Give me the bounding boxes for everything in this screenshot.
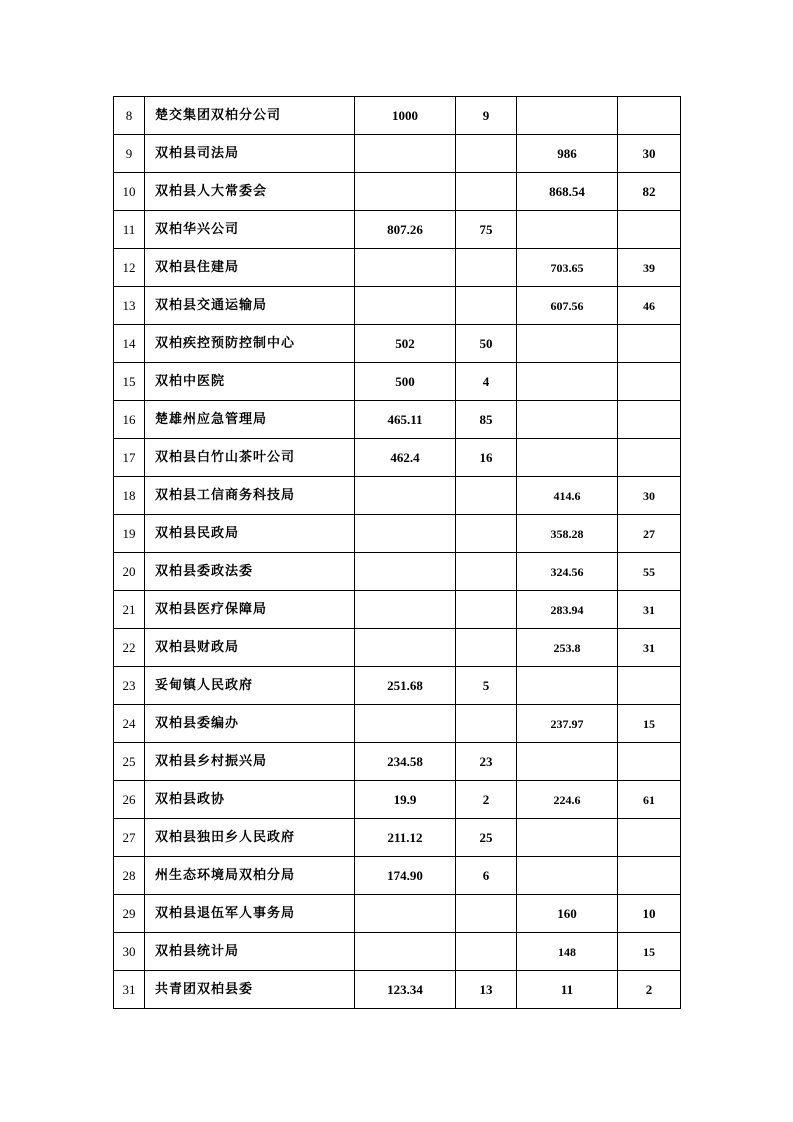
col-c-value: 160 xyxy=(517,895,618,933)
table-row xyxy=(114,705,681,743)
table-row xyxy=(114,135,681,173)
col-d-value: 82 xyxy=(618,173,681,211)
col-d-value: 61 xyxy=(618,781,681,819)
col-d-value: 39 xyxy=(618,249,681,287)
unit-name: 双柏县医疗保障局 xyxy=(145,591,355,629)
col-c-value xyxy=(517,363,618,401)
table-row xyxy=(114,97,681,135)
col-a-value xyxy=(355,135,456,173)
unit-name: 双柏华兴公司 xyxy=(145,211,355,249)
table-row xyxy=(114,173,681,211)
unit-name: 双柏县委编办 xyxy=(145,705,355,743)
col-a-value: 234.58 xyxy=(355,743,456,781)
table-row xyxy=(114,743,681,781)
unit-name: 双柏中医院 xyxy=(145,363,355,401)
table-row xyxy=(114,515,681,553)
unit-name: 双柏县统计局 xyxy=(145,933,355,971)
unit-name: 双柏县人大常委会 xyxy=(145,173,355,211)
col-c-value: 414.6 xyxy=(517,477,618,515)
table-row xyxy=(114,591,681,629)
col-a-value xyxy=(355,629,456,667)
col-c-value: 148 xyxy=(517,933,618,971)
table-row xyxy=(114,553,681,591)
row-index: 20 xyxy=(114,553,145,591)
row-index: 26 xyxy=(114,781,145,819)
col-b-value xyxy=(456,591,517,629)
col-d-value: 27 xyxy=(618,515,681,553)
row-index: 19 xyxy=(114,515,145,553)
row-index: 23 xyxy=(114,667,145,705)
col-c-value: 986 xyxy=(517,135,618,173)
unit-name: 双柏县司法局 xyxy=(145,135,355,173)
col-d-value xyxy=(618,857,681,895)
unit-name: 双柏县委政法委 xyxy=(145,553,355,591)
col-a-value: 462.4 xyxy=(355,439,456,477)
col-b-value xyxy=(456,933,517,971)
unit-name: 州生态环境局双柏分局 xyxy=(145,857,355,895)
table-row xyxy=(114,287,681,325)
col-d-value: 15 xyxy=(618,933,681,971)
table-row xyxy=(114,781,681,819)
col-c-value xyxy=(517,325,618,363)
col-a-value xyxy=(355,515,456,553)
col-d-value: 31 xyxy=(618,591,681,629)
col-b-value xyxy=(456,553,517,591)
col-b-value xyxy=(456,135,517,173)
table-row xyxy=(114,819,681,857)
row-index: 8 xyxy=(114,97,145,135)
table-row xyxy=(114,439,681,477)
row-index: 25 xyxy=(114,743,145,781)
row-index: 9 xyxy=(114,135,145,173)
col-d-value xyxy=(618,819,681,857)
row-index: 28 xyxy=(114,857,145,895)
funding-table xyxy=(113,96,681,1009)
col-b-value xyxy=(456,477,517,515)
col-d-value xyxy=(618,363,681,401)
col-c-value: 283.94 xyxy=(517,591,618,629)
unit-name: 妥甸镇人民政府 xyxy=(145,667,355,705)
table-row xyxy=(114,363,681,401)
col-c-value xyxy=(517,743,618,781)
col-a-value xyxy=(355,591,456,629)
col-d-value xyxy=(618,439,681,477)
unit-name: 双柏县住建局 xyxy=(145,249,355,287)
col-b-value xyxy=(456,895,517,933)
unit-name: 双柏县独田乡人民政府 xyxy=(145,819,355,857)
col-d-value: 55 xyxy=(618,553,681,591)
unit-name: 双柏县交通运输局 xyxy=(145,287,355,325)
col-c-value xyxy=(517,439,618,477)
unit-name: 楚交集团双柏分公司 xyxy=(145,97,355,135)
col-a-value: 807.26 xyxy=(355,211,456,249)
col-b-value: 25 xyxy=(456,819,517,857)
col-a-value: 1000 xyxy=(355,97,456,135)
col-b-value xyxy=(456,629,517,667)
row-index: 10 xyxy=(114,173,145,211)
col-b-value: 9 xyxy=(456,97,517,135)
row-index: 30 xyxy=(114,933,145,971)
unit-name: 双柏疾控预防控制中心 xyxy=(145,325,355,363)
col-c-value: 11 xyxy=(517,971,618,1009)
col-d-value: 46 xyxy=(618,287,681,325)
row-index: 29 xyxy=(114,895,145,933)
row-index: 12 xyxy=(114,249,145,287)
table-row xyxy=(114,933,681,971)
col-a-value: 465.11 xyxy=(355,401,456,439)
table-body xyxy=(114,97,681,1009)
table-row xyxy=(114,325,681,363)
col-a-value xyxy=(355,933,456,971)
col-a-value: 174.90 xyxy=(355,857,456,895)
row-index: 17 xyxy=(114,439,145,477)
col-d-value: 31 xyxy=(618,629,681,667)
unit-name: 双柏县工信商务科技局 xyxy=(145,477,355,515)
col-d-value: 2 xyxy=(618,971,681,1009)
table-row xyxy=(114,629,681,667)
col-d-value xyxy=(618,401,681,439)
col-c-value: 868.54 xyxy=(517,173,618,211)
col-d-value xyxy=(618,667,681,705)
col-c-value: 237.97 xyxy=(517,705,618,743)
unit-name: 双柏县乡村振兴局 xyxy=(145,743,355,781)
col-d-value xyxy=(618,211,681,249)
col-a-value xyxy=(355,173,456,211)
col-b-value: 4 xyxy=(456,363,517,401)
col-c-value xyxy=(517,401,618,439)
col-b-value: 85 xyxy=(456,401,517,439)
col-c-value xyxy=(517,97,618,135)
table-row xyxy=(114,211,681,249)
col-c-value xyxy=(517,667,618,705)
col-c-value: 607.56 xyxy=(517,287,618,325)
col-c-value xyxy=(517,819,618,857)
col-a-value xyxy=(355,287,456,325)
col-b-value xyxy=(456,705,517,743)
row-index: 31 xyxy=(114,971,145,1009)
table-row xyxy=(114,249,681,287)
row-index: 11 xyxy=(114,211,145,249)
col-b-value: 75 xyxy=(456,211,517,249)
col-a-value xyxy=(355,553,456,591)
col-a-value: 500 xyxy=(355,363,456,401)
unit-name: 双柏县白竹山茶叶公司 xyxy=(145,439,355,477)
table-row xyxy=(114,895,681,933)
col-b-value: 50 xyxy=(456,325,517,363)
table-row xyxy=(114,667,681,705)
unit-name: 双柏县政协 xyxy=(145,781,355,819)
col-c-value: 358.28 xyxy=(517,515,618,553)
col-b-value: 6 xyxy=(456,857,517,895)
col-d-value: 30 xyxy=(618,135,681,173)
unit-name: 共青团双柏县委 xyxy=(145,971,355,1009)
unit-name: 双柏县民政局 xyxy=(145,515,355,553)
unit-name: 双柏县财政局 xyxy=(145,629,355,667)
row-index: 14 xyxy=(114,325,145,363)
col-b-value: 23 xyxy=(456,743,517,781)
col-a-value: 211.12 xyxy=(355,819,456,857)
row-index: 13 xyxy=(114,287,145,325)
col-d-value xyxy=(618,97,681,135)
col-a-value xyxy=(355,705,456,743)
col-c-value xyxy=(517,857,618,895)
col-c-value: 324.56 xyxy=(517,553,618,591)
col-a-value: 251.68 xyxy=(355,667,456,705)
col-d-value: 15 xyxy=(618,705,681,743)
col-c-value: 253.8 xyxy=(517,629,618,667)
col-d-value xyxy=(618,325,681,363)
col-d-value: 10 xyxy=(618,895,681,933)
col-a-value: 502 xyxy=(355,325,456,363)
col-b-value xyxy=(456,173,517,211)
unit-name: 双柏县退伍军人事务局 xyxy=(145,895,355,933)
col-b-value: 16 xyxy=(456,439,517,477)
row-index: 15 xyxy=(114,363,145,401)
row-index: 18 xyxy=(114,477,145,515)
col-b-value: 13 xyxy=(456,971,517,1009)
col-c-value xyxy=(517,211,618,249)
col-b-value xyxy=(456,515,517,553)
col-c-value: 703.65 xyxy=(517,249,618,287)
row-index: 21 xyxy=(114,591,145,629)
col-b-value xyxy=(456,287,517,325)
col-c-value: 224.6 xyxy=(517,781,618,819)
row-index: 24 xyxy=(114,705,145,743)
col-a-value: 123.34 xyxy=(355,971,456,1009)
col-a-value xyxy=(355,895,456,933)
unit-name: 楚雄州应急管理局 xyxy=(145,401,355,439)
col-d-value: 30 xyxy=(618,477,681,515)
table-row xyxy=(114,477,681,515)
col-d-value xyxy=(618,743,681,781)
col-b-value: 5 xyxy=(456,667,517,705)
table-row xyxy=(114,857,681,895)
col-b-value: 2 xyxy=(456,781,517,819)
table-row xyxy=(114,401,681,439)
col-a-value xyxy=(355,477,456,515)
col-b-value xyxy=(456,249,517,287)
col-a-value xyxy=(355,249,456,287)
row-index: 27 xyxy=(114,819,145,857)
table-row xyxy=(114,971,681,1009)
row-index: 22 xyxy=(114,629,145,667)
col-a-value: 19.9 xyxy=(355,781,456,819)
row-index: 16 xyxy=(114,401,145,439)
